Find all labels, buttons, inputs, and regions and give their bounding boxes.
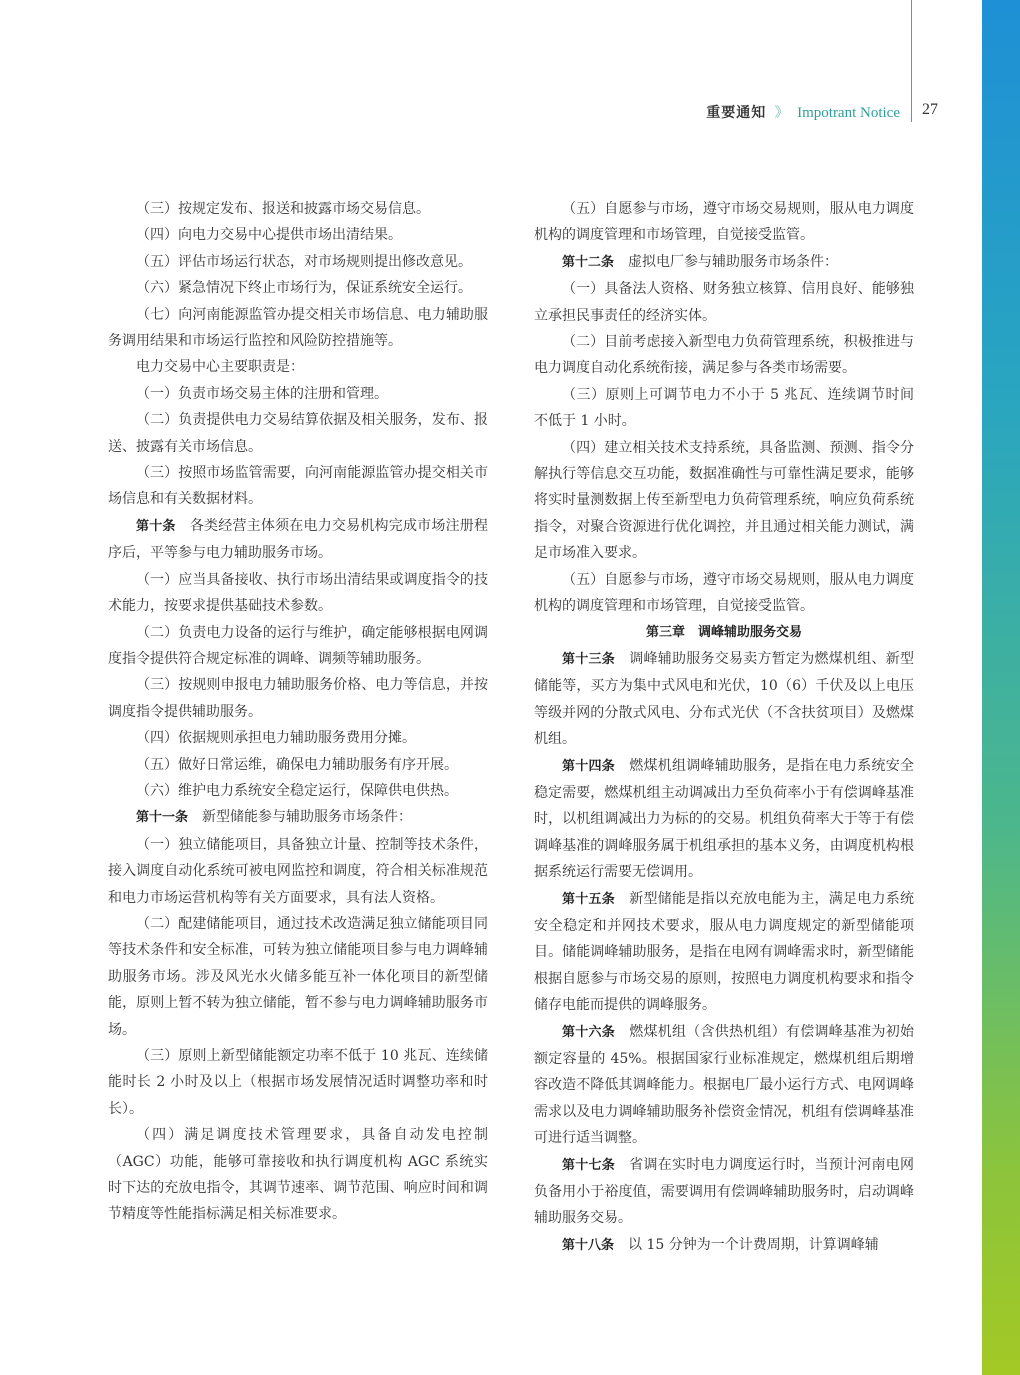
paragraph [108, 804, 488, 831]
paragraph [534, 196, 914, 249]
paragraph [534, 1019, 914, 1152]
paragraph-text: （六）紧急情况下终止市场行为，保证系统安全运行。 [136, 280, 472, 297]
page-header [560, 102, 900, 122]
article-number: 第十三条 [562, 651, 615, 667]
paragraph-text: 新型储能是指以充放电能为主，满足电力系统安全稳定和并网技术要求，服从电力调度规定的新型储能项目。储能调峰辅助服务，是指在电网有调峰需求时，新型储能根据自愿参与市场交易的原则，按照电力调度机构要求和指令储存电能而提供的调峰服务。 [534, 890, 914, 1014]
paragraph-text: （七）向河南能源监管办提交相关市场信息、电力辅助服务调用结果和市场运行监控和风险防控措施等。 [108, 306, 488, 350]
paragraph [108, 460, 488, 513]
paragraph-text: 燃煤机组（含供热机组）有偿调峰基准为初始额定容量的 45%。根据国家行业标准规定，燃煤机组后期增容改造不降低其调峰能力。根据电厂最小运行方式、电网调峰需求以及电力调峰辅助服务补偿资金情况，机组有偿调峰基准可进行适当调整。 [534, 1023, 914, 1147]
paragraph-text: （四）建立相关技术支持系统，具备监测、预测、指令分解执行等信息交互功能，数据准确性与可靠性满足要求，能够将实时量测数据上传至新型电力负荷管理系统，响应负荷系统指令，对聚合资源进行优化调控，并且通过相关能力测试，满足市场准入要求。 [534, 439, 914, 562]
paragraph-text: （三）原则上新型储能额定功率不低于 10 兆瓦、连续储能时长 2 小时及以上（根据市场发展情况适时调整功率和时长）。 [108, 1048, 488, 1117]
right-column [534, 196, 914, 1259]
paragraph [108, 196, 488, 222]
paragraph [534, 1152, 914, 1232]
page-number: 27 [922, 101, 938, 118]
left-column [108, 196, 488, 1228]
paragraph [534, 249, 914, 276]
article-number: 第十七条 [562, 1157, 615, 1173]
paragraph [108, 513, 488, 567]
paragraph-text: （五）自愿参与市场，遵守市场交易规则，服从电力调度机构的调度管理和市场管理，自觉接受监管。 [534, 571, 914, 615]
paragraph-text: （二）配建储能项目，通过技术改造满足独立储能项目同等技术条件和安全标准，可转为独立储能项目参与电力调峰辅助服务市场。涉及风光水火储多能互补一体化项目的新型储能，原则上暂不转为独立储能，暂不参与电力调峰辅助服务市场。 [108, 915, 488, 1038]
paragraph [108, 752, 488, 778]
header-divider [911, 0, 912, 122]
paragraph [108, 354, 488, 380]
paragraph-text: （四）向电力交易中心提供市场出清结果。 [136, 227, 402, 244]
paragraph-text: （一）负责市场交易主体的注册和管理。 [136, 385, 388, 402]
paragraph-text: 以 15 分钟为一个计费周期，计算调峰辅 [614, 1236, 879, 1253]
paragraph [108, 407, 488, 460]
paragraph [534, 382, 914, 435]
paragraph [108, 1122, 488, 1228]
paragraph [108, 249, 488, 275]
paragraph-text: （一）具备法人资格、财务独立核算、信用良好、能够独立承担民事责任的经济实体。 [534, 281, 914, 324]
paragraph [534, 646, 914, 753]
paragraph-text: 各类经营主体须在电力交易机构完成市场注册程序后，平等参与电力辅助服务市场。 [108, 517, 488, 562]
paragraph-text: （五）自愿参与市场，遵守市场交易规则，服从电力调度机构的调度管理和市场管理，自觉接受监管。 [534, 201, 914, 244]
paragraph-text: （二）负责提供电力交易结算依据及相关服务，发布、报送、披露有关市场信息。 [108, 412, 488, 455]
paragraph-text: （四）满足调度技术管理要求，具备自动发电控制（AGC）功能，能够可靠接收和执行调度机构 AGC 系统实时下达的充放电指令，其调节速率、调节范围、响应时间和调节精度等性能指标满足相关标准要求。 [108, 1127, 488, 1223]
article-number: 第十五条 [562, 891, 615, 907]
double-chevron-icon: 》 [774, 105, 789, 121]
paragraph-text: （一）应当具备接收、执行市场出清结果或调度指令的技术能力，按要求提供基础技术参数。 [108, 571, 488, 615]
section-title-en: Impotrant Notice [797, 105, 900, 121]
paragraph [108, 620, 488, 673]
paragraph-text: 电力交易中心主要职责是： [136, 359, 304, 376]
paragraph [108, 302, 488, 355]
paragraph [108, 672, 488, 725]
article-number: 第十八条 [562, 1237, 615, 1253]
paragraph [534, 567, 914, 620]
paragraph-text: （三）按照市场监管需要，向河南能源监管办提交相关市场信息和有关数据材料。 [108, 465, 488, 508]
paragraph [534, 329, 914, 382]
paragraph [108, 275, 488, 301]
article-number: 第十二条 [562, 254, 615, 270]
side-color-bar [982, 0, 1020, 1375]
article-number: 第十六条 [562, 1024, 615, 1040]
paragraph-text: 调峰辅助服务交易卖方暂定为燃煤机组、新型储能等，买方为集中式风电和光伏，10（6）千伏及以上电压等级并网的分散式风电、分布式光伏（不含扶贫项目）及燃煤机组。 [534, 650, 914, 748]
paragraph [108, 567, 488, 620]
paragraph [108, 725, 488, 751]
paragraph-text: （一）独立储能项目，具备独立计量、控制等技术条件，接入调度自动化系统可被电网监控和调度，符合相关标准规范和电力市场运营机构等有关方面要求，具有法人资格。 [108, 836, 488, 906]
paragraph-text: （五）评估市场运行状态，对市场规则提出修改意见。 [136, 253, 472, 270]
paragraph-text: （二）负责电力设备的运行与维护，确定能够根据电网调度指令提供符合规定标准的调峰、调频等辅助服务。 [108, 624, 488, 667]
paragraph [534, 753, 914, 886]
paragraph-text: （四）依据规则承担电力辅助服务费用分摊。 [136, 730, 416, 747]
paragraph [534, 435, 914, 567]
paragraph-text: （三）按规定发布、报送和披露市场交易信息。 [136, 201, 430, 217]
paragraph-text: 新型储能参与辅助服务市场条件： [188, 809, 413, 826]
paragraph [108, 222, 488, 248]
paragraph [108, 1043, 488, 1122]
paragraph [534, 276, 914, 329]
paragraph [108, 381, 488, 407]
paragraph-text: 燃煤机组调峰辅助服务，是指在电力系统安全稳定需要，燃煤机组主动调减出力至负荷率小于有偿调峰基准时，以机组调减出力为标的的交易。机组负荷率大于等于有偿调峰基准的调峰服务属于机组承担的基本义务，由调度机构根据系统运行需要无偿调用。 [534, 757, 914, 881]
article-number: 第十一条 [136, 810, 189, 826]
paragraph [108, 778, 488, 804]
chapter-heading: 第三章 调峰辅助服务交易 [645, 624, 802, 640]
paragraph [534, 1232, 914, 1259]
paragraph-text: 省调在实时电力调度运行时，当预计河南电网负备用小于裕度值，需要调用有偿调峰辅助服务时，启动调峰辅助服务交易。 [534, 1156, 914, 1227]
paragraph [108, 911, 488, 1043]
section-title-cn: 重要通知 [706, 105, 767, 121]
paragraph [108, 832, 488, 911]
paragraph-text: （五）做好日常运维，确保电力辅助服务有序开展。 [136, 756, 458, 773]
paragraph-text: （六）维护电力系统安全稳定运行，保障供电供热。 [136, 782, 458, 799]
paragraph-text: （二）目前考虑接入新型电力负荷管理系统，积极推进与电力调度自动化系统衔接，满足参与各类市场需要。 [534, 334, 914, 377]
article-number: 第十条 [136, 518, 176, 534]
paragraph-text: 虚拟电厂参与辅助服务市场条件： [614, 253, 839, 270]
paragraph-text: （三）原则上可调节电力不小于 5 兆瓦、连续调节时间不低于 1 小时。 [534, 386, 914, 430]
paragraph-text: （三）按规则申报电力辅助服务价格、电力等信息，并按调度指令提供辅助服务。 [108, 677, 488, 720]
article-number: 第十四条 [562, 758, 615, 774]
paragraph [534, 886, 914, 1019]
